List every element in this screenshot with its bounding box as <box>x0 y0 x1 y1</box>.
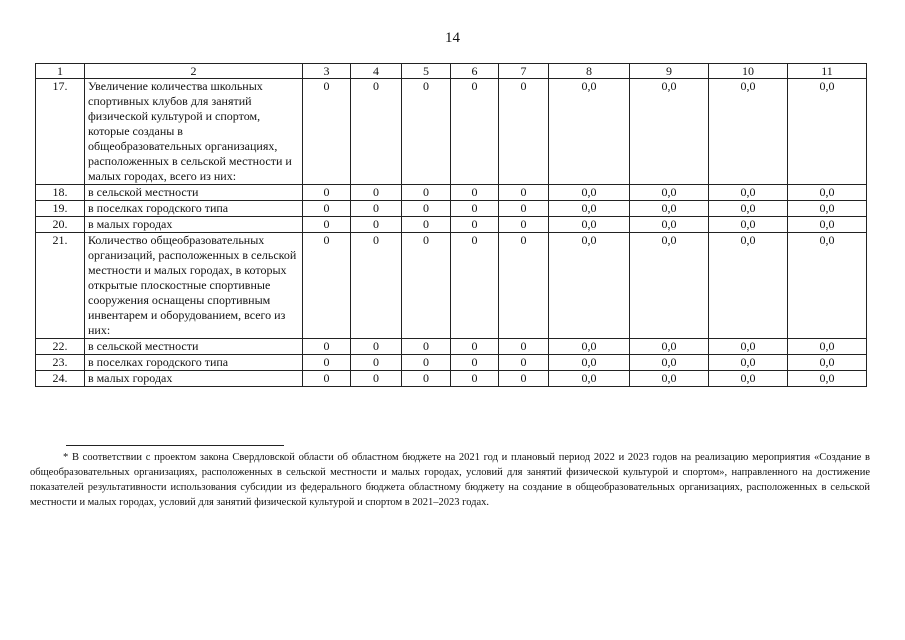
row-description: в сельской местности <box>85 185 303 201</box>
row-value: 0 <box>402 355 451 371</box>
row-value: 0,0 <box>788 201 867 217</box>
row-value: 0,0 <box>630 339 709 355</box>
column-header: 1 <box>36 64 85 79</box>
row-number: 24. <box>36 371 85 387</box>
row-value: 0,0 <box>709 233 788 339</box>
column-header: 5 <box>402 64 451 79</box>
row-value: 0,0 <box>630 217 709 233</box>
row-value: 0,0 <box>788 355 867 371</box>
row-value: 0 <box>499 217 549 233</box>
column-header: 6 <box>451 64 499 79</box>
row-value: 0,0 <box>630 185 709 201</box>
row-description: в малых городах <box>85 371 303 387</box>
row-value: 0,0 <box>709 201 788 217</box>
row-value: 0,0 <box>709 371 788 387</box>
row-value: 0 <box>351 217 402 233</box>
row-value: 0 <box>499 371 549 387</box>
row-value: 0 <box>499 185 549 201</box>
row-value: 0 <box>351 233 402 339</box>
row-value: 0 <box>499 233 549 339</box>
row-value: 0 <box>451 371 499 387</box>
table-row <box>36 79 867 185</box>
row-value: 0 <box>451 355 499 371</box>
page-number: 14 <box>445 30 460 46</box>
row-number: 18. <box>36 185 85 201</box>
row-value: 0 <box>402 79 451 185</box>
column-header: 9 <box>630 64 709 79</box>
row-number: 23. <box>36 355 85 371</box>
row-description: в сельской местности <box>85 339 303 355</box>
row-number: 21. <box>36 233 85 339</box>
table-row <box>36 371 867 387</box>
column-header: 4 <box>351 64 402 79</box>
row-value: 0 <box>499 355 549 371</box>
row-value: 0,0 <box>549 355 630 371</box>
table-body <box>36 79 867 387</box>
row-value: 0 <box>303 233 351 339</box>
row-value: 0,0 <box>788 339 867 355</box>
column-header: 8 <box>549 64 630 79</box>
row-value: 0 <box>451 339 499 355</box>
row-value: 0 <box>402 371 451 387</box>
footnote: * В соответствии с проектом закона Свердловской области об областном бюджете на 2021 год и плановый период 2022 и 2023 годов на реализацию мероприятия «Создание в общеобразовательных организациях, расположенных в сельской местности и малых городах, условий для занятий физической культурой и спортом», направленного на достижение показателей результативности использования субсидии из федерального бюджета областному бюджету на создание в общеобразовательных организациях, расположенных в сельской местности и малых городах, условий для занятий физической культурой и спортом в 2021–2023 годах. <box>30 452 870 508</box>
row-value: 0 <box>451 185 499 201</box>
table-row <box>36 217 867 233</box>
row-number: 20. <box>36 217 85 233</box>
row-value: 0,0 <box>549 233 630 339</box>
row-value: 0,0 <box>709 185 788 201</box>
row-value: 0 <box>351 201 402 217</box>
row-value: 0,0 <box>630 355 709 371</box>
row-value: 0 <box>303 185 351 201</box>
row-value: 0 <box>451 201 499 217</box>
row-value: 0,0 <box>630 371 709 387</box>
table-row <box>36 185 867 201</box>
column-header: 10 <box>709 64 788 79</box>
row-value: 0 <box>402 233 451 339</box>
column-number-row <box>36 64 867 79</box>
footnote-divider <box>66 445 284 446</box>
row-value: 0 <box>303 79 351 185</box>
column-header: 11 <box>788 64 867 79</box>
row-value: 0,0 <box>549 217 630 233</box>
row-value: 0,0 <box>788 371 867 387</box>
row-value: 0,0 <box>549 339 630 355</box>
row-value: 0 <box>402 339 451 355</box>
row-value: 0,0 <box>630 79 709 185</box>
table-row <box>36 201 867 217</box>
row-description: Количество общеобразовательных организаций, расположенных в сельской местности и малых городах, в которых открытые плоскостные спортивные сооружения оснащены спортивным инвентарем и оборудованием, всего из них: <box>85 233 303 339</box>
row-value: 0,0 <box>709 217 788 233</box>
row-description: Увеличение количества школьных спортивных клубов для занятий физической культурой и спортом, которые созданы в общеобразовательных организациях, расположенных в сельской местности и малых городах, всего из них: <box>85 79 303 185</box>
row-value: 0,0 <box>630 201 709 217</box>
row-number: 22. <box>36 339 85 355</box>
row-value: 0 <box>499 201 549 217</box>
row-value: 0,0 <box>549 185 630 201</box>
row-value: 0 <box>351 185 402 201</box>
row-value: 0 <box>303 339 351 355</box>
row-value: 0 <box>402 217 451 233</box>
row-value: 0 <box>303 355 351 371</box>
indicators-table <box>35 63 867 387</box>
table-row <box>36 339 867 355</box>
row-description: в поселках городского типа <box>85 201 303 217</box>
row-number: 19. <box>36 201 85 217</box>
row-value: 0,0 <box>788 185 867 201</box>
row-value: 0,0 <box>630 233 709 339</box>
row-value: 0 <box>303 371 351 387</box>
column-header: 7 <box>499 64 549 79</box>
row-value: 0,0 <box>709 339 788 355</box>
table-row <box>36 355 867 371</box>
row-value: 0 <box>402 201 451 217</box>
row-value: 0 <box>451 217 499 233</box>
row-value: 0,0 <box>788 79 867 185</box>
row-value: 0 <box>303 201 351 217</box>
table-row <box>36 233 867 339</box>
row-value: 0 <box>351 355 402 371</box>
row-value: 0 <box>303 217 351 233</box>
row-value: 0,0 <box>709 79 788 185</box>
row-number: 17. <box>36 79 85 185</box>
row-value: 0,0 <box>549 371 630 387</box>
row-value: 0 <box>351 339 402 355</box>
row-value: 0,0 <box>549 201 630 217</box>
row-value: 0 <box>451 79 499 185</box>
row-value: 0,0 <box>788 217 867 233</box>
row-value: 0,0 <box>709 355 788 371</box>
row-value: 0 <box>351 79 402 185</box>
row-description: в поселках городского типа <box>85 355 303 371</box>
row-value: 0 <box>499 339 549 355</box>
row-value: 0 <box>451 233 499 339</box>
column-header: 2 <box>85 64 303 79</box>
row-value: 0 <box>499 79 549 185</box>
row-description: в малых городах <box>85 217 303 233</box>
row-value: 0 <box>351 371 402 387</box>
column-header: 3 <box>303 64 351 79</box>
row-value: 0,0 <box>788 233 867 339</box>
row-value: 0 <box>402 185 451 201</box>
row-value: 0,0 <box>549 79 630 185</box>
